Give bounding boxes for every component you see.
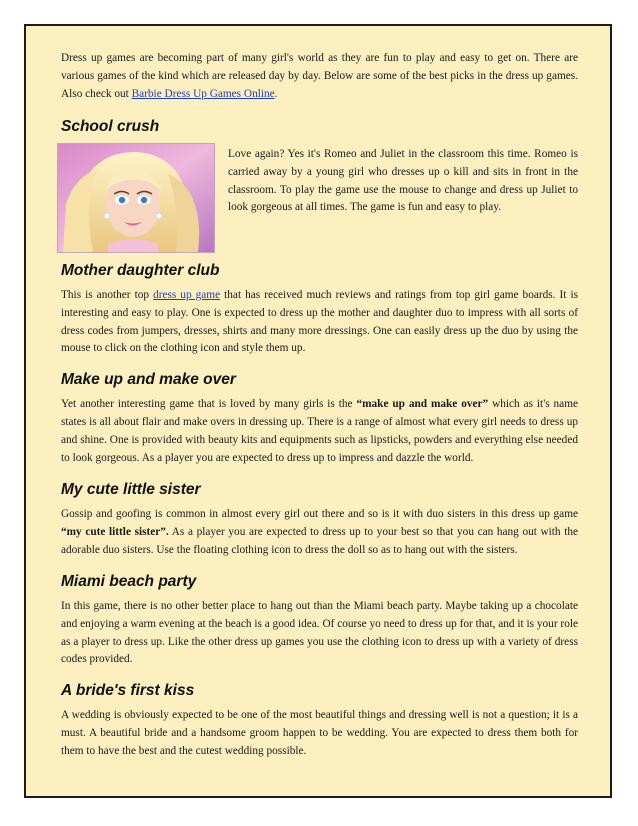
- intro-paragraph: [61, 50, 578, 104]
- section-miami-beach-party: [61, 572, 578, 670]
- section-body: [61, 396, 578, 468]
- section-body: [61, 287, 578, 359]
- game-name-bold: “make up and make over”: [356, 398, 489, 411]
- document-page: [24, 24, 612, 798]
- body-text: Yet another interesting game that is loved by many girls is the: [61, 398, 357, 411]
- section-body: In this game, there is no other better place to hang out than the Miami beach party. Maybe taking up a chocolate and enjoying a warm evening at the beach is a good idea. Of course yo need to dress up for that, and it is your role as a player to dress up. Like the other dress up games you use the clothing icon to dress up with a variety of dress codes provided.: [61, 599, 578, 666]
- body-text: As a player you are expected to dress up to your best so that you can hang out with the adorable duo sisters. Use the floating clothing icon to dress the doll so as to hang out with the sisters.: [61, 525, 578, 556]
- section-brides-first-kiss: [61, 681, 578, 761]
- school-crush-row: [61, 143, 578, 249]
- section-title: Miami beach party: [61, 572, 197, 590]
- section-school-crush: [61, 117, 578, 249]
- barbie-dress-up-link[interactable]: Barbie Dress Up Games Online: [131, 87, 275, 100]
- game-name-bold: “my cute little sister”.: [61, 525, 169, 538]
- intro-text-end: .: [274, 87, 278, 100]
- body-text: which as it's name states is all about flair and make overs in dressing up. There is a range of almost what every girl needs to dress up and shine. One is provided with beauty kits and equipments such as lipsticks, powders and everything else needed to look gorgeous. As a player you are expected to dress up to impress and dazzle the world.: [61, 398, 578, 465]
- section-title: My cute little sister: [61, 480, 201, 498]
- document-content: [61, 50, 578, 761]
- section-body: [61, 506, 578, 560]
- section-make-up-and-make-over: [61, 370, 578, 468]
- section-title: Make up and make over: [61, 371, 236, 389]
- barbie-image: [57, 143, 215, 253]
- section-my-cute-little-sister: [61, 480, 578, 560]
- body-text: Gossip and goofing is common in almost every girl out there and so is it with duo sisters in this dress up game: [61, 507, 578, 520]
- dress-up-game-link[interactable]: dress up game: [153, 288, 221, 301]
- body-text: This is another top: [61, 288, 154, 301]
- section-title: School crush: [61, 117, 160, 135]
- section-title: A bride's first kiss: [61, 682, 195, 700]
- section-body: A wedding is obviously expected to be one of the most beautiful things and dressing well is not a question; it is a must. A beautiful bride and a handsome groom happen to be wedding. You are expected to dress them both for them to have the best and the cutest wedding possible.: [61, 709, 578, 758]
- intro-text: Dress up games are becoming part of many girl's world as they are fun to play and easy to get on. There are various games of the kind which are released day by day. Below are some of the best picks in the dress up games. Also check out: [61, 52, 578, 100]
- section-title: Mother daughter club: [61, 261, 220, 279]
- section-mother-daughter-club: [61, 261, 578, 359]
- body-text: that has received much reviews and ratings from top girl game boards. It is interesting and easy to play. One is expected to dress up the mother and daughter duo to impress with all sorts of dress codes from jumpers, dresses, shirts and many more dressings. One can easily dress up the duo by using the mouse to click on the clothing icon and style them up.: [61, 288, 578, 355]
- school-crush-text: Love again? Yes it's Romeo and Juliet in the classroom this time. Romeo is carried away by a young girl who dresses up o kill and sits in front in the classroom. To play the game use the mouse to change and dress up Juliet to look gorgeous at all times. The game is fun and easy to play.: [228, 147, 578, 214]
